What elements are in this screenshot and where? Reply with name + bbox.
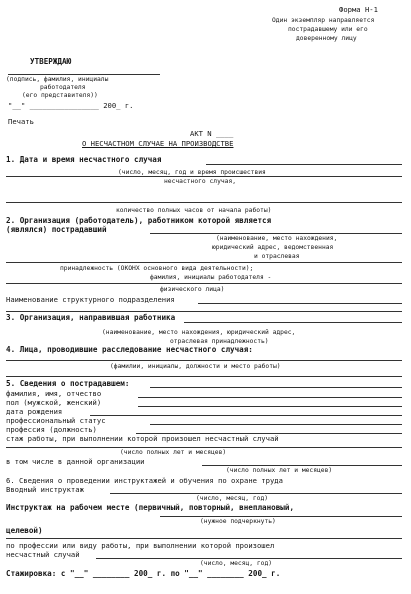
field-1-label: 1. Дата и время несчастного случая [6,155,162,164]
field-2-unit-line [198,303,402,304]
field-2-line-3 [6,283,402,284]
field-1-line [206,164,402,165]
field-5-fio-line [138,397,402,398]
approval-caption-3: (его представителя)) [22,92,98,99]
field-4-label: 4. Лица, проводившие расследование несчастного случая: [6,345,253,354]
field-5-experience-line [6,447,402,448]
field-5-birth: дата рождения [6,407,63,416]
stamp-label: Печать [8,117,34,126]
field-3-caption-1: (наименование, место нахождения, юридический адрес, [102,329,296,336]
field-2-line-2 [6,262,402,263]
field-6-instr: Инструктаж на рабочем месте (первичный, повторный, внеплановый, [6,503,295,512]
act-number: АКТ N ____ [190,129,234,138]
field-6-intro-line [110,493,402,494]
field-2-phys: физического лица) [160,286,225,293]
field-5-fio: фамилия, имя, отчество [6,389,102,398]
field-5-birth-line [90,415,402,416]
approval-caption-1: (подпись, фамилия, инициалы [6,76,109,83]
field-5-heading: 5. Сведения о пострадавшем: [6,379,130,388]
field-5-sex: пол (мужской, женский) [6,398,102,407]
field-2-label-2: (являлся) пострадавший [6,225,107,234]
field-5-sex-line [138,406,402,407]
field-5-org-line [202,465,402,466]
field-6-internship: Стажировка: с "__" ________ 200_ г. по "__" ________ 200_ г. [6,569,281,578]
field-6-heading: 6. Сведения о проведении инструктажей и обучения по охране труда [6,476,283,485]
approval-signature-line [8,74,160,75]
field-3-line [184,322,402,323]
field-4-line [6,360,402,361]
field-2-okonh-1: принадлежность (ОКОНХ основного вида деятельности); [60,265,254,272]
field-6-caption-2: (нужное подчеркнуть) [200,518,276,525]
approval-caption-2: работодателя [40,84,86,91]
approval-date: "__" ________________ 200_ г. [8,101,134,110]
field-5-caption-2: (число полных лет и месяцев) [226,467,333,474]
field-6-intro: Вводный инструктаж [6,485,84,494]
field-2-label-1: 2. Организация (работодатель), работником которой является [6,216,272,225]
field-3-top-line [6,311,402,312]
field-2-caption-2: юридический адрес, ведомственная [212,244,334,251]
copy-note-line-3: доверенному лицу [296,35,357,42]
form-label: Форма Н-1 [339,5,378,14]
field-2-unit: Наименование структурного подразделения [6,295,175,304]
field-6-caption-3: (число, месяц, год) [200,560,273,567]
field-2-caption-3: и отраслевая [254,253,300,260]
field-2-okonh-2: фамилия, инициалы работодателя - [150,274,272,281]
field-1-hours: количество полных часов от начала работы) [116,207,272,214]
field-5-heading-line [150,387,402,388]
field-6-target: целевой) [6,526,43,535]
field-6-prof-1: по профессии или виду работы, при выполнении которой произошел [6,541,275,550]
copy-note-line-1: Один экземпляр направляется [272,17,375,24]
field-6-instr-line [160,516,402,517]
field-6-prof-2: несчастный случай [6,550,80,559]
field-6-prof-line [96,558,402,559]
field-3-caption-2: отраслевая принадлежность) [170,338,269,345]
field-6-target-line [6,538,402,539]
field-5-caption-1: (число полных лет и месяцев) [120,449,227,456]
field-5-profession: профессия (должность) [6,425,97,434]
field-5-status-line [150,424,402,425]
field-4-caption: (фамилии, инициалы, должности и место работы) [110,363,281,370]
field-3-label: 3. Организация, направившая работника [6,313,176,322]
act-title: О НЕСЧАСТНОМ СЛУЧАЕ НА ПРОИЗВОДСТВЕ [82,139,234,148]
copy-note-line-2: пострадавшему или его [288,26,368,33]
field-1-line-3 [6,202,402,203]
field-1-caption-2: несчастного случая, [164,178,237,185]
approval-title: УТВЕРЖДАЮ [30,57,72,66]
field-2-line [150,233,402,234]
field-4-line-2 [6,376,402,377]
field-1-caption-1: (число, месяц, год и время происшествия [118,169,266,176]
field-5-status: профессиональный статус [6,416,106,425]
field-5-org: в том числе в данной организации [6,457,145,466]
field-2-caption-1: (наименование, место нахождения, [216,235,338,242]
field-5-experience: стаж работы, при выполнении которой произошел несчастный случай [6,434,279,443]
field-6-caption-1: (число, месяц, год) [196,495,269,502]
